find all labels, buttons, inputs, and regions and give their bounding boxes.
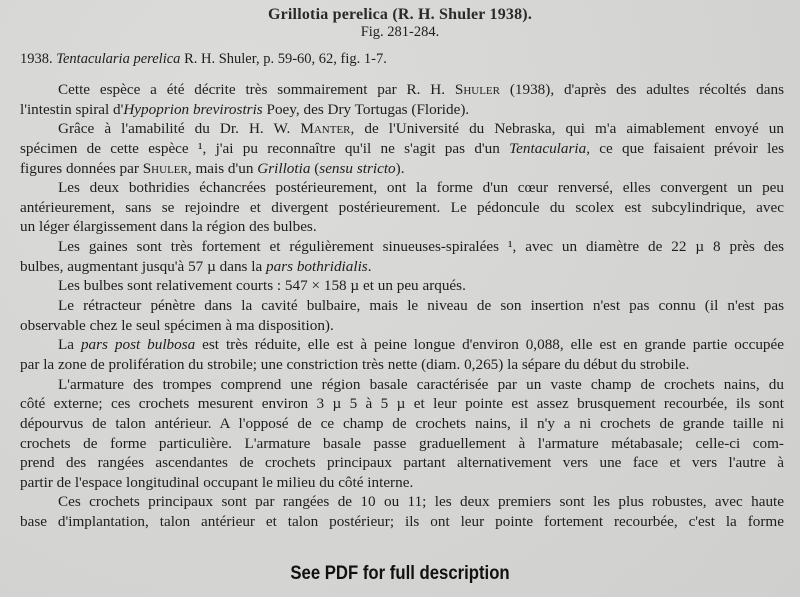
text-segment: antérieurement, sans se rejoindre et divergent postérieurement. Le pédoncule du scolex est subcylindrique, avec: [20, 198, 784, 216]
text-segment: Les deux bothridies échancrées postérieurement, ont la forme d'un cœur renversé, elles convergent un peu: [58, 179, 784, 197]
description-body: [20, 80, 784, 532]
reference-citation: R. H. Shuler, p. 59-60, 62, fig. 1-7.: [180, 51, 387, 67]
text-line: [20, 100, 784, 120]
italic-text: sensu stricto: [319, 159, 396, 177]
text-line: [20, 335, 784, 355]
text-line: [20, 296, 784, 316]
text-line: [20, 355, 784, 375]
figure-reference: Fig. 281-284.: [360, 24, 440, 40]
italic-text: pars bothridialis: [266, 257, 368, 275]
text-segment: La: [58, 336, 81, 354]
text-segment: observable chez le seul spécimen à ma disposition).: [20, 316, 334, 334]
text-segment: ).: [395, 159, 405, 177]
text-segment: , ce que faisaient prévoir les: [586, 139, 784, 157]
text-line: [20, 394, 784, 414]
synonymy-reference: [20, 51, 387, 68]
text-line: [20, 217, 784, 237]
text-line: [20, 414, 784, 434]
text-line: [20, 512, 784, 532]
text-line: [20, 119, 784, 139]
text-segment: partir de l'espace longitudinal occupant le milieu du côté interne.: [20, 473, 414, 491]
text-segment: prend des rangées ascendantes de crochets principaux partant alternativement vers une face et vers l'autre à: [20, 454, 784, 472]
text-line: [20, 276, 784, 296]
text-segment: , mais d'un: [187, 159, 258, 177]
author-name: Shuler: [454, 81, 500, 98]
text-segment: Les bulbes sont relativement courts : 547 × 158 µ et un peu arqués.: [58, 277, 466, 295]
text-segment: par la zone de prolifération du strobile; une constriction très nette (diam. 0,265) la sépare du début du strobile.: [20, 355, 690, 373]
footer-note: See PDF for full description: [290, 563, 510, 584]
text-segment: bulbes, augmentant jusqu'à 57 µ dans la: [20, 257, 267, 275]
italic-text: Grillotia: [257, 159, 311, 177]
text-line: [20, 375, 784, 395]
text-segment: côté externe; ces crochets mesurent environ 3 µ 5 à 5 µ et leur pointe est assez brusquement recourbée, ils sont: [20, 395, 784, 413]
text-segment: Les gaines sont très fortement et régulièrement sinueuses-spiralées ¹, avec un diamètre de 22 µ 8 près des: [58, 238, 784, 256]
text-segment: spécimen de cette espèce ¹, j'ai pu reconnaître qu'il ne s'agit pas d'un: [20, 139, 510, 157]
text-segment: dépourvus de talon antérieur. A l'opposé de ce champ de crochets nains, il n'y a ni crochets de grande taille ni: [20, 414, 784, 432]
text-line: [20, 159, 784, 179]
text-line: [20, 237, 784, 257]
author-name: Shuler: [142, 159, 188, 177]
text-segment: Grâce à l'amabilité du Dr. H. W.: [58, 120, 301, 138]
text-line: [20, 316, 784, 336]
text-segment: Ces crochets principaux sont par rangées de 10 ou 11; les deux premiers sont les plus robustes, avec haute: [58, 493, 784, 511]
text-segment: L'armature des trompes comprend une région basale caractérisée par un vaste champ de crochets nains, du: [58, 375, 784, 393]
reference-year: 1938.: [20, 51, 57, 67]
text-segment: Le rétracteur pénètre dans la cavité bulbaire, mais le niveau de son insertion n'est pas connu (il n'est pas: [58, 297, 784, 315]
italic-text: Hypoprion brevirostris: [123, 100, 263, 118]
text-line: [20, 473, 784, 493]
reference-taxon: Tentacularia perelica: [56, 51, 181, 67]
italic-text: Tentacularia: [509, 139, 587, 157]
text-segment: (: [310, 159, 320, 177]
text-segment: l'intestin spiral d': [20, 100, 124, 118]
text-line: [20, 139, 784, 159]
text-segment: base d'implantation, talon antérieur et talon postérieur; ils ont leur pointe fortement recourbée, c'est la forme: [20, 513, 784, 531]
text-line: [20, 492, 784, 512]
text-segment: (1938), d'après des adultes récoltés dans: [500, 81, 784, 98]
page-title: Grillotia perelica (R. H. Shuler 1938).: [267, 6, 533, 23]
text-line: [20, 178, 784, 198]
text-segment: un léger élargissement dans la région des bulbes.: [20, 218, 317, 236]
text-segment: .: [367, 257, 372, 275]
text-line: [20, 80, 784, 100]
author-name: Manter: [300, 120, 351, 138]
text-line: [20, 434, 784, 454]
text-segment: Poey, des Dry Tortugas (Floride).: [262, 100, 470, 118]
text-line: [20, 198, 784, 218]
text-segment: est très réduite, elle est à peine longue d'environ 0,088, elle est en grande partie occupée: [195, 336, 784, 354]
text-line: [20, 453, 784, 473]
text-segment: Cette espèce a été décrite très sommairement par R. H.: [58, 81, 455, 98]
text-segment: crochets de forme particulière. L'armature basale passe graduellement à l'armature métabasale; celle-ci com-: [20, 434, 784, 452]
text-line: [20, 257, 784, 277]
text-segment: figures données par: [20, 159, 143, 177]
text-segment: , de l'Université du Nebraska, qui m'a aimablement envoyé un: [350, 120, 784, 138]
italic-text: pars post bulbosa: [80, 336, 196, 354]
